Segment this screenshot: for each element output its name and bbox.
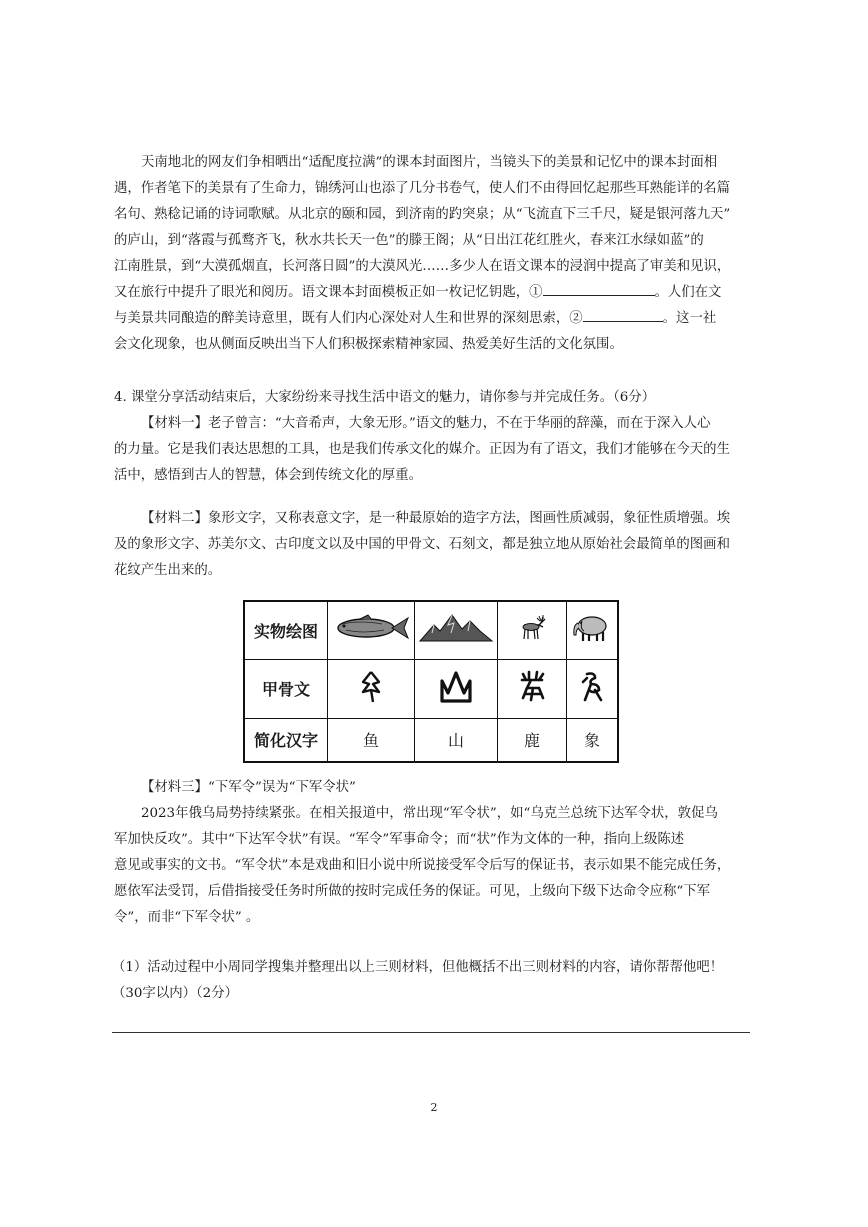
material-line: 【材料二】象形文字，又称表意文字，是一种最原始的造字方法，图画性质减弱，象征性质增强。埃 bbox=[141, 511, 731, 526]
material-line: 军加快反攻”。其中“下达军令状”有误。“军令”军事命令；而“状”作为文体的一种，指向上级陈述 bbox=[114, 832, 685, 847]
oracle-elephant-glyph-icon bbox=[567, 659, 619, 718]
passage-line: 的庐山，到“落霞与孤鹜齐飞，秋水共长天一色”的滕王阁；从“日出江花红胜火，春来江水绿如蓝”的 bbox=[114, 233, 704, 248]
passage-line: 会文化现象，也从侧面反映出当下人们积极探索精神家园、热爱美好生活的文化氛围。 bbox=[114, 337, 623, 352]
question-4 bbox=[114, 385, 754, 411]
passage-line-with-blank-1 bbox=[114, 280, 754, 306]
fish-drawing-icon bbox=[328, 601, 415, 659]
material-line: 活中，感悟到古人的智慧，体会到传统文化的厚重。 bbox=[114, 468, 422, 483]
oracle-fish-glyph-icon bbox=[328, 659, 415, 718]
simplified-char-deer: 鹿 bbox=[498, 718, 567, 762]
answer-blank-2[interactable] bbox=[583, 308, 663, 322]
passage-text: 又在旅行中提升了眼光和阅历。语文课本封面模板正如一枚记忆钥匙，① bbox=[114, 285, 543, 300]
simplified-char-fish: 鱼 bbox=[328, 718, 415, 762]
sub-question-text: （30字以内）（2分） bbox=[112, 986, 238, 1001]
row-header-simplified: 简化汉字 bbox=[244, 718, 328, 762]
material-3-title: 【材料三】“下军令”误为“下军令状” bbox=[141, 780, 356, 795]
simplified-char-elephant: 象 bbox=[567, 718, 619, 762]
character-evolution-table bbox=[243, 600, 619, 763]
material-line: 的力量。它是我们表达思想的工具，也是我们传承文化的媒介。正因为有了语文，我们才能够在今天的生 bbox=[114, 442, 730, 457]
material-line: 花纹产生出来的。 bbox=[114, 563, 222, 578]
material-line: 【材料一】老子曾言：“大音希声，大象无形。”语文的魅力，不在于华丽的辞藻，而在于深入人心 bbox=[141, 416, 711, 431]
passage-line: 名句、熟稔记诵的诗词歌赋。从北京的颐和园，到济南的趵突泉；从“飞流直下三千尺，疑是银河落九天” bbox=[114, 207, 731, 222]
answer-line[interactable] bbox=[112, 1032, 750, 1033]
passage-text: 。人们在文 bbox=[654, 285, 722, 300]
material-line: 2023年俄乌局势持续紧张。在相关报道中，常出现“军令状”，如“乌克兰总统下达军令状，敦促乌 bbox=[141, 806, 718, 821]
simplified-char-mountain: 山 bbox=[415, 718, 498, 762]
material-line: 令”，而非“下军令状” 。 bbox=[114, 910, 260, 925]
passage-line: 江南胜景，到“大漠孤烟直，长河落日圆”的大漠风光……多少人在语文课本的浸润中提高了审美和见识， bbox=[114, 259, 731, 274]
passage-line-with-blank-2 bbox=[114, 306, 754, 332]
material-1 bbox=[114, 411, 754, 489]
material-line: 意见或事实的文书。“军令状”本是戏曲和旧小说中所说接受军令后写的保证书，表示如果不能完成任务， bbox=[114, 858, 731, 873]
sub-question-text: （1）活动过程中小周同学搜集并整理出以上三则材料，但他概括不出三则材料的内容，请你帮帮他吧！ bbox=[112, 960, 724, 975]
row-header-oracle-bone: 甲骨文 bbox=[244, 659, 328, 718]
sub-question-1 bbox=[112, 955, 752, 1007]
material-3 bbox=[114, 775, 754, 931]
answer-blank-1[interactable] bbox=[543, 282, 655, 296]
elephant-drawing-icon bbox=[567, 601, 619, 659]
question-4-text: 4. 课堂分享活动结束后，大家纷纷来寻找生活中语文的魅力，请你参与并完成任务。（6分） bbox=[114, 390, 656, 405]
page-number: 2 bbox=[430, 1101, 438, 1114]
passage-line: 天南地北的网友们争相晒出“适配度拉满”的课本封面图片，当镜头下的美景和记忆中的课本封面相 bbox=[141, 155, 718, 170]
material-line: 愿依军法受罚，后借指接受任务时所做的按时完成任务的保证。可见，上级向下级下达命令应称“下军 bbox=[114, 884, 711, 899]
material-2 bbox=[114, 506, 754, 584]
passage-text: 与美景共同酿造的醉美诗意里，既有人们内心深处对人生和世界的深刻思索，② bbox=[114, 311, 583, 326]
oracle-mountain-glyph-icon bbox=[415, 659, 498, 718]
row-header-pictures: 实物绘图 bbox=[244, 601, 328, 659]
passage-paragraph bbox=[114, 150, 754, 358]
material-line: 及的象形文字、苏美尔文、古印度文以及中国的甲骨文、石刻文，都是独立地从原始社会最简单的图画和 bbox=[114, 537, 730, 552]
passage-line: 遇，作者笔下的美景有了生命力，锦绣河山也添了几分书卷气，使人们不由得回忆起那些耳熟能详的名篇 bbox=[114, 181, 730, 196]
passage-text: 。这一社 bbox=[662, 311, 717, 326]
oracle-deer-glyph-icon bbox=[498, 659, 567, 718]
deer-drawing-icon bbox=[498, 601, 567, 659]
mountain-drawing-icon bbox=[415, 601, 498, 659]
